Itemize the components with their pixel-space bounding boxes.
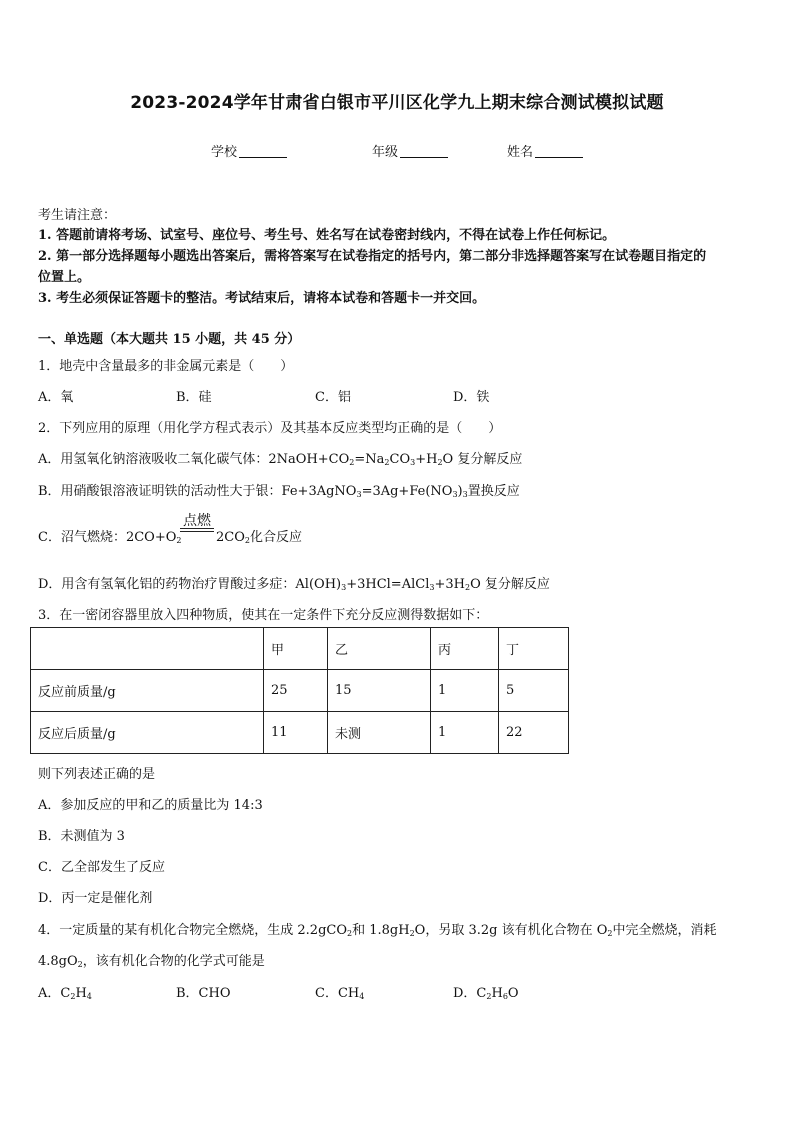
table-cell <box>31 628 264 670</box>
q4-stem-line1: 4．一定质量的某有机化合物完全燃烧，生成 2.2gCO$_2$和 $1.8gH_2O$，另取 3.2g 该有机化合物在 $O_2$中完全燃烧，消耗 <box>38 923 717 938</box>
notice-item-2: 2. 第一部分选择题每小题选出答案后，需将答案写在试卷指定的括号内，第二部分非选择题答案写在试卷题目指定的 <box>38 249 707 264</box>
notice-item-3: 3. 考生必须保证答题卡的整洁。考试结束后，请将本试卷和答题卡一并交回。 <box>38 291 486 306</box>
q4-option-b: B．CHO <box>176 986 231 1001</box>
q2-option-d: D．用含有氢氧化铝的药物治疗胃酸过多症：$Al(OH)_3+3HCl=AlCl_3+3H_2O$ 复分解反应 <box>38 577 550 592</box>
q4-option-c: C．$CH_4$ <box>315 986 365 1001</box>
q2-stem: 2．下列应用的原理（用化学方程式表示）及其基本反应类型均正确的是（ ） <box>38 421 502 436</box>
notice-heading: 考生请注意： <box>38 208 117 223</box>
section-heading: 一、单选题（本大题共 15 小题，共 45 分） <box>38 332 301 347</box>
table-cell: 5 <box>499 670 569 712</box>
school-blank <box>239 145 287 158</box>
school-field <box>211 141 287 160</box>
q1-option-d: D．铁 <box>453 390 490 405</box>
q3-option-d: D．丙一定是催化剂 <box>38 891 153 906</box>
name-label: 姓名 <box>507 145 534 160</box>
grade-label: 年级 <box>372 145 399 160</box>
school-label: 学校 <box>211 145 238 160</box>
page-title: 2023-2024学年甘肃省白银市平川区化学九上期末综合测试模拟试题 <box>130 93 664 113</box>
table-header-row <box>31 628 569 670</box>
table-cell: 11 <box>264 712 328 754</box>
data-table <box>30 627 569 754</box>
q2-option-b: B．用硝酸银溶液证明铁的活动性大于银：$Fe+3AgNO_3=3Ag+Fe(NO_3)_3$置换反应 <box>38 484 520 499</box>
table-cell: 22 <box>499 712 569 754</box>
q1-option-c: C．铝 <box>315 390 351 405</box>
q4-option-d: D．$C_2H_6O$ <box>453 986 519 1001</box>
table-row <box>31 670 569 712</box>
q1-option-a: A．氧 <box>38 390 74 405</box>
q3-prompt: 则下列表述正确的是 <box>38 767 156 782</box>
q3-option-b: B．未测值为 3 <box>38 829 125 844</box>
grade-blank <box>400 145 448 158</box>
table-cell: 丙 <box>431 628 499 670</box>
table-cell: 反应前质量/g <box>31 670 264 712</box>
table-cell: 1 <box>431 670 499 712</box>
q3-option-a: A．参加反应的甲和乙的质量比为 14:3 <box>38 798 263 813</box>
q2-option-c-right: $2CO_2$化合反应 <box>216 530 302 545</box>
table-cell: 丁 <box>499 628 569 670</box>
table-cell: 反应后质量/g <box>31 712 264 754</box>
table-cell: 甲 <box>264 628 328 670</box>
equals-line-bottom <box>180 531 214 532</box>
table-cell: 15 <box>328 670 431 712</box>
name-field <box>507 141 583 160</box>
reaction-condition: 点燃 <box>183 513 211 529</box>
q4-stem-line2: $4.8gO_2$，该有机化合物的化学式可能是 <box>38 954 265 969</box>
table-cell: 未测 <box>328 712 431 754</box>
q1-stem: 1．地壳中含量最多的非金属元素是（ ） <box>38 359 294 374</box>
table-row <box>31 712 569 754</box>
q2-option-c-left: C．沼气燃烧：$2CO+O_2$ <box>38 530 182 545</box>
notice-item-1: 1. 答题前请将考场、试室号、座位号、考生号、姓名写在试卷密封线内，不得在试卷上作任何标记。 <box>38 228 616 243</box>
notice-item-2-cont: 位置上。 <box>38 270 91 285</box>
q3-option-c: C．乙全部发生了反应 <box>38 860 165 875</box>
name-blank <box>535 145 583 158</box>
q1-option-b: B．硅 <box>176 390 212 405</box>
q3-stem: 3．在一密闭容器里放入四种物质，使其在一定条件下充分反应测得数据如下： <box>38 608 489 623</box>
q2-option-a: A．用氢氧化钠溶液吸收二氧化碳气体：$2NaOH+CO_2=Na_2CO_3+H_2O$ 复分解反应 <box>38 452 523 467</box>
table-cell: 1 <box>431 712 499 754</box>
equals-line-top <box>180 528 214 529</box>
grade-field <box>372 141 448 160</box>
q4-option-a: A．$C_2H_4$ <box>38 986 92 1001</box>
table-cell: 乙 <box>328 628 431 670</box>
table-cell: 25 <box>264 670 328 712</box>
